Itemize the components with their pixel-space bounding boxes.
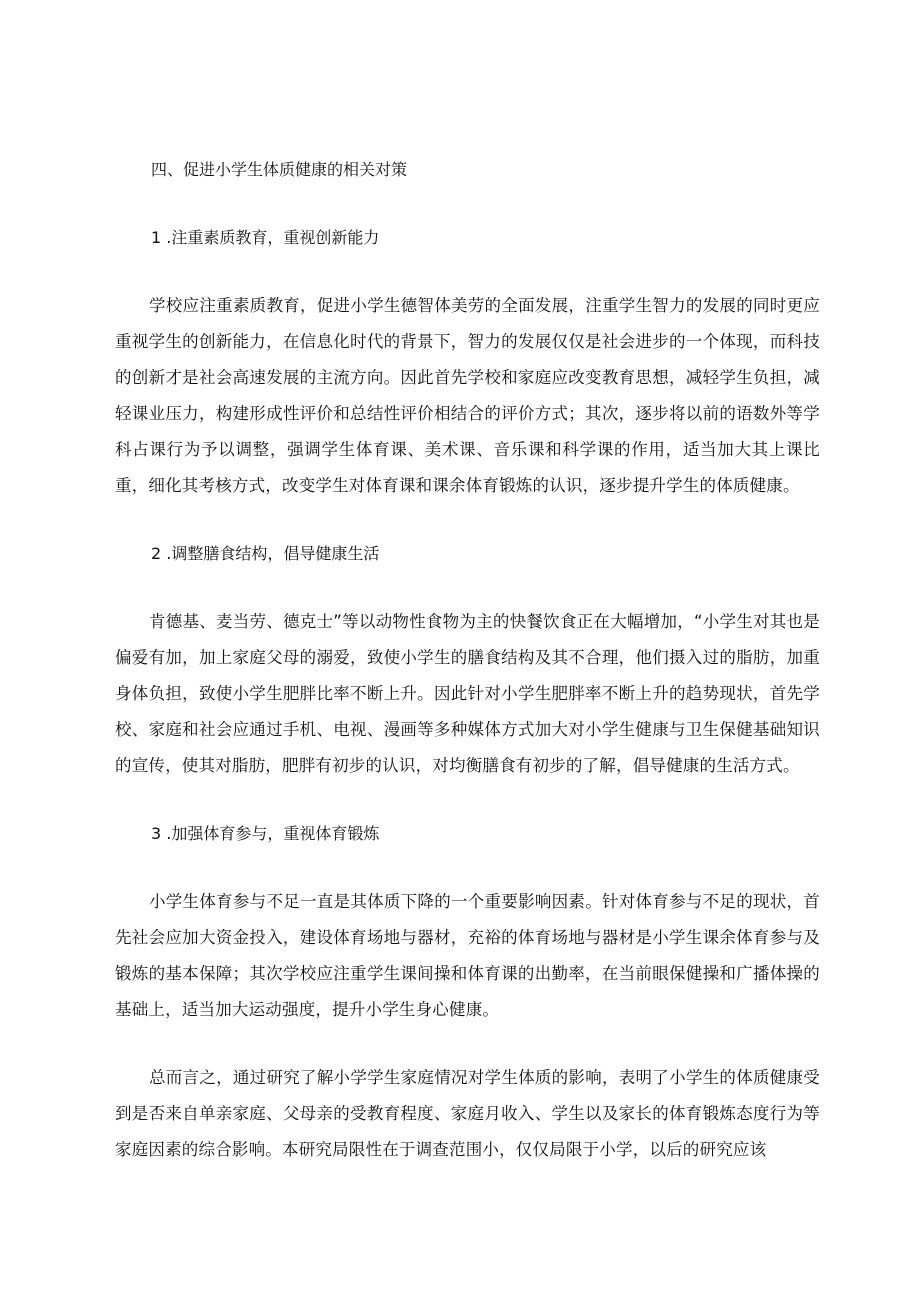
subsection-heading-2: 2 .调整膳食结构，倡导健康生活: [151, 544, 380, 563]
subsection-paragraph-1: 学校应注重素质教育，促进小学生德智体美劳的全面发展，注重学生智力的发展的同时更应重视学生的创新能力，在信息化时代的背景下，智力的发展仅仅是社会进步的一个体现，而科技的创新才是社会高速发展的主流方向。因此首先学校和家庭应改变教育思想，减轻学生负担，减轻课业压力，构建形成性评价和总结性评价相结合的评价方式；其次，逐步将以前的语数外等学科占课行为予以调整，强调学生体育课、美术课、音乐课和科学课的作用，适当加大其上课比重，细化其考核方式，改变学生对体育课和课余体育锻炼的认识，逐步提升学生的体质健康。: [115, 296, 820, 495]
subsection-paragraph-3: 小学生体育参与不足一直是其体质下降的一个重要影响因素。针对体育参与不足的现状，首先社会应加大资金投入，建设体育场地与器材，充裕的体育场地与器材是小学生课余体育参与及锻炼的基本保障；其次学校应注重学生课间操和体育课的出勤率，在当前眼保健操和广播体操的基础上，适当加大运动强度，提升小学生身心健康。: [115, 892, 820, 1019]
subsection-paragraph-2: 肯德基、麦当劳、德克士”等以动物性食物为主的快餐饮食正在大幅增加，“小学生对其也是偏爱有加，加上家庭父母的溺爱，致使小学生的膳食结构及其不合理，他们摄入过的脂肪，加重身体负担，致使小学生肥胖比率不断上升。因此针对小学生肥胖率不断上升的趋势现状，首先学校、家庭和社会应通过手机、电视、漫画等多种媒体方式加大对小学生健康与卫生保健基础知识的宣传，使其对脂肪，肥胖有初步的认识，对均衡膳食有初步的了解，倡导健康的生活方式。: [115, 612, 820, 775]
subsection-heading-3: 3 .加强体育参与，重视体育锻炼: [151, 824, 380, 843]
conclusion-paragraph: 总而言之，通过研究了解小学学生家庭情况对学生体质的影响，表明了小学生的体质健康受到是否来自单亲家庭、父母亲的受教育程度、家庭月收入、学生以及家长的体育锻炼态度行为等家庭因素的综合影响。本研究局限性在于调查范围小，仅仅局限于小学，以后的研究应该: [115, 1068, 820, 1159]
subsection-heading-1: 1 .注重素质教育，重视创新能力: [151, 228, 380, 247]
document-body: [115, 152, 820, 1168]
section-title: 四、促进小学生体质健康的相关对策: [151, 160, 408, 179]
